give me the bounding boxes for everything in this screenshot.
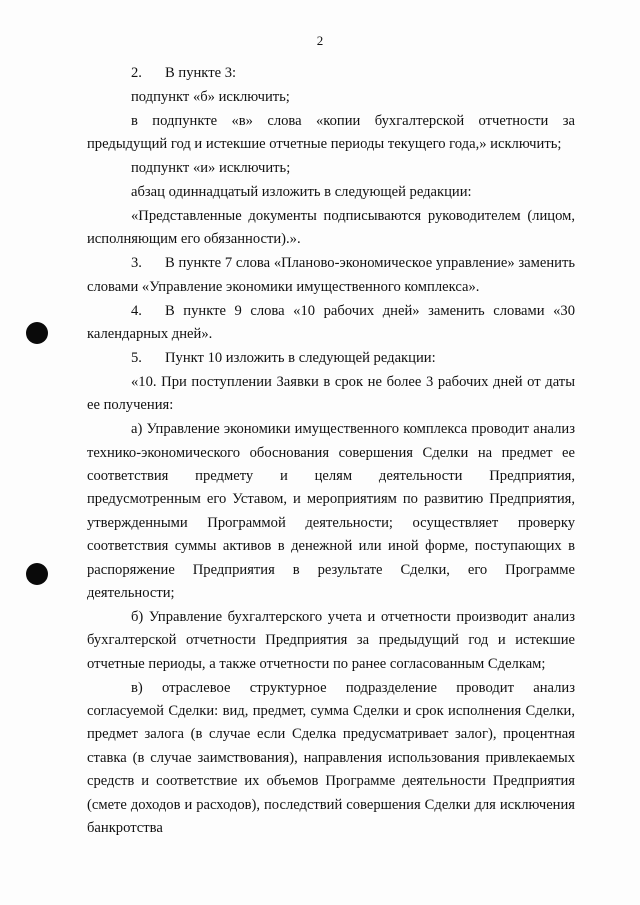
paragraph-text: В пункте 7 слова «Планово-экономическое управление» заменить словами «Управление экономики имущественного комплекса». bbox=[87, 255, 575, 295]
paragraph-text: абзац одиннадцатый изложить в следующей редакции: bbox=[131, 184, 472, 201]
paragraph bbox=[87, 181, 575, 204]
paragraph-subitem-v bbox=[87, 677, 575, 841]
paragraph-text: в) отраслевое структурное подразделение проводит анализ согласуемой Сделки: вид, предмет, сумма Сделки и срок исполнения Сделки, предмет залога (в случае если Сделка предусматривает залог), процентная ставка (в случае заимствования), направления использования привлекаемых средств и соответствие их объемов Программе деятельности Предприятия (смете доходов и расходов), последствий совершения Сделки для исключения банкротства bbox=[87, 679, 575, 836]
punch-hole-mark bbox=[26, 563, 48, 585]
paragraph-text: подпункт «б» исключить; bbox=[131, 88, 290, 105]
punch-hole-mark bbox=[26, 322, 48, 344]
paragraph-text: подпункт «и» исключить; bbox=[131, 160, 291, 177]
paragraph-item-5 bbox=[87, 347, 575, 370]
paragraph-subitem-a bbox=[87, 418, 575, 605]
item-number: 3. bbox=[131, 255, 142, 272]
item-number: 4. bbox=[131, 302, 142, 319]
paragraph-text: Пункт 10 изложить в следующей редакции: bbox=[165, 349, 436, 366]
paragraph-text: б) Управление бухгалтерского учета и отчетности производит анализ бухгалтерской отчетности Предприятия за предыдущий год и истекшие отчетные периоды, а также отчетности по ранее согласованным Сделкам; bbox=[87, 608, 575, 672]
paragraph-item-2 bbox=[87, 62, 575, 85]
paragraph bbox=[87, 157, 575, 180]
paragraph-text: в подпункте «в» слова «копии бухгалтерской отчетности за предыдущий год и истекшие отчетные периоды текущего года,» исключить; bbox=[87, 112, 575, 153]
paragraph-text: В пункте 9 слова «10 рабочих дней» заменить словами «30 календарных дней». bbox=[87, 302, 575, 342]
paragraph-item-4 bbox=[87, 300, 575, 347]
paragraph-text: В пункте 3: bbox=[165, 65, 237, 81]
page-number: 2 bbox=[316, 33, 324, 48]
item-number: 5. bbox=[131, 349, 142, 366]
paragraph-text: «10. При поступлении Заявки в срок не более 3 рабочих дней от даты ее получения: bbox=[87, 373, 575, 414]
paragraph-item-3 bbox=[87, 252, 575, 299]
paragraph bbox=[87, 110, 575, 157]
paragraph-text: а) Управление экономики имущественного комплекса проводит анализ технико-экономического обоснования совершения Сделки на предмет ее соответствия предмету и целям деятельности Предприятия, предусмотренным его Уставом, и мероприятиям по развитию Предприятия, утвержденными Программой деятельности; осуществляет проверку соответствия суммы активов в денежной или иной форме, поступающих в распоряжение Предприятия в результате Сделки, его Программе деятельности; bbox=[87, 421, 575, 601]
paragraph bbox=[87, 86, 575, 109]
paragraph bbox=[87, 371, 575, 418]
paragraph-text: «Представленные документы подписываются руководителем (лицом, исполняющим его обязанности).». bbox=[87, 207, 575, 248]
document-body bbox=[87, 62, 575, 840]
paragraph-subitem-b bbox=[87, 606, 575, 676]
paragraph bbox=[87, 205, 575, 252]
item-number: 2. bbox=[131, 65, 142, 81]
